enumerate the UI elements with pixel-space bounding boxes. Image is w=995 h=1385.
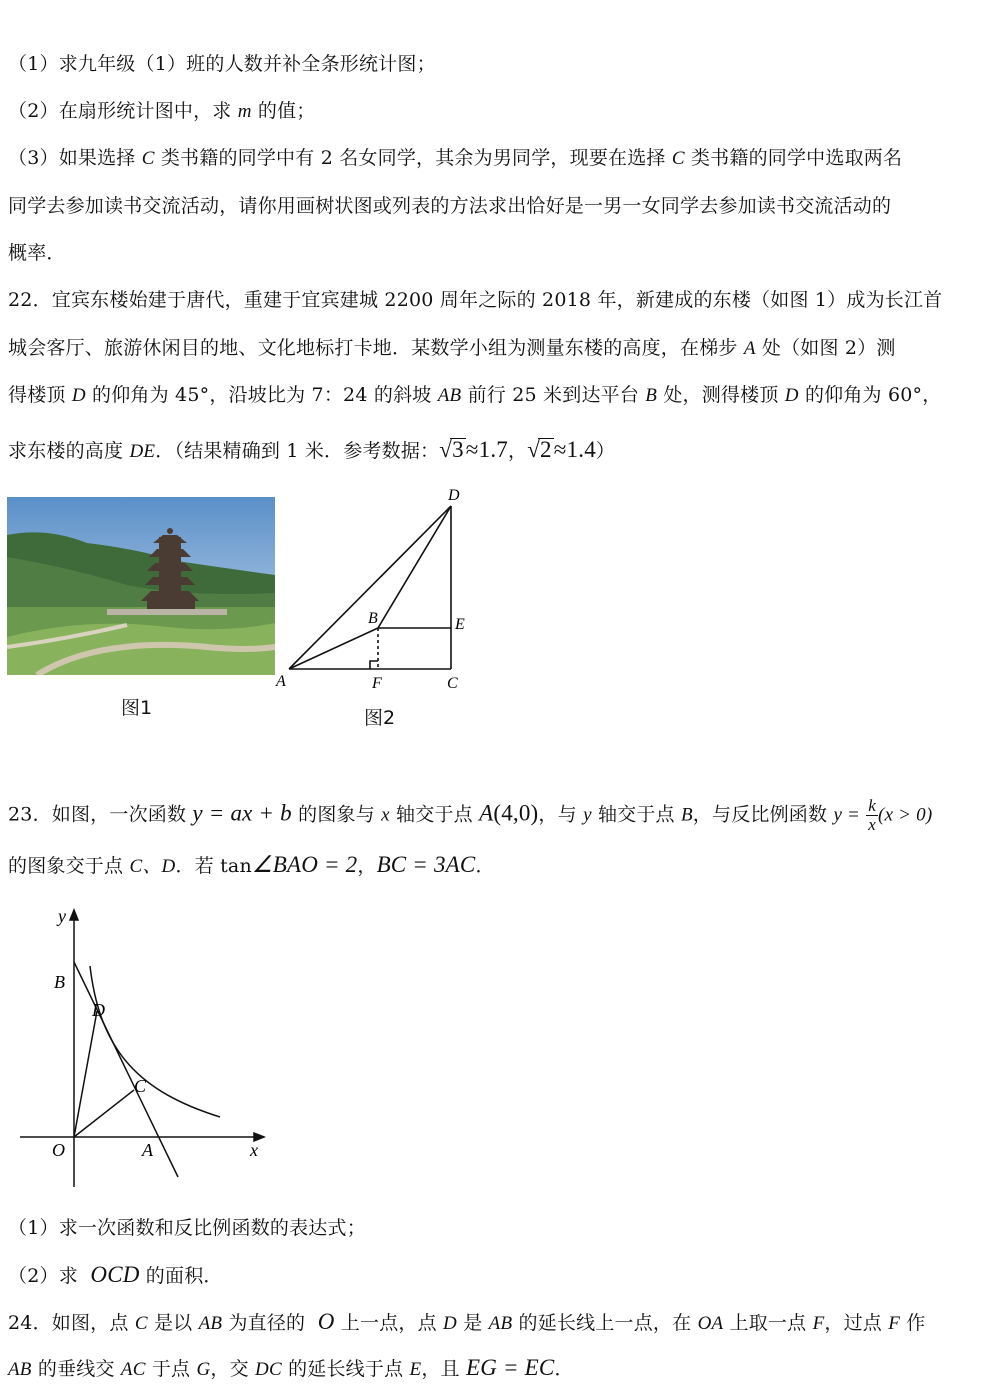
label-C: C [447, 675, 458, 692]
q24-line1: 24．如图，点 C 是以 AB 为直径的 O 上一点，点 D 是 AB 的延长线上一点，在 OA 上取一点 F，过点 F 作 [8, 1309, 926, 1334]
q23-line2: 的图象交于点 C、D．若 tan∠BAO = 2，BC = 3AC． [8, 852, 495, 877]
point-D-label: D [92, 1000, 105, 1020]
point-O-label: O [52, 1140, 65, 1160]
q23-line1: 23．如图，一次函数 y = ax + b 的图象与 x 轴交于点 A(4,0)，与 y 轴交于点 B，与反比例函数 y = $\frac{k}{x}$ (x > 0) [8, 796, 933, 834]
q22-line2: 城会客厅、旅游休闲目的地、文化地标打卡地．某数学小组为测量东楼的高度，在梯步 A 处（如图 2）测 [8, 337, 896, 359]
label-F: F [372, 675, 382, 692]
q21-part3-cont: 同学去参加读书交流活动，请你用画树状图或列表的方法求出恰好是一男一女同学去参加读书交流活动的 [8, 195, 892, 217]
q21-part2: （2）在扇形统计图中，求 m 的值； [8, 100, 316, 122]
q21-part3: （3）如果选择 C 类书籍的同学中有 2 名女同学，其余为男同学，现要在选择 C 类书籍的同学中选取两名 [8, 147, 903, 169]
label-E: E [455, 616, 465, 633]
q23-sub2: （2）求 OCD 的面积． [8, 1262, 223, 1287]
point-C-label: C [134, 1076, 147, 1096]
point-A-label: A [142, 1140, 153, 1160]
q22-line1: 22．宜宾东楼始建于唐代，重建于宜宾建城 2200 周年之际的 2018 年，新建成的东楼（如图 1）成为长江首 [8, 289, 943, 311]
q23-sub1: （1）求一次函数和反比例函数的表达式； [8, 1217, 366, 1239]
label-B: B [368, 610, 378, 627]
q21-part1: （1）求九年级（1）班的人数并补全条形统计图； [8, 53, 436, 75]
figure1-caption: 图1 [121, 697, 153, 719]
axis-y-label: y [58, 906, 66, 926]
figure2-caption: 图2 [364, 707, 396, 729]
q24-line2: AB 的垂线交 AC 于点 G，交 DC 的延长线于点 E，且 EG = EC． [8, 1355, 574, 1380]
q22-line4: 求东楼的高度 DE．（结果精确到 1 米．参考数据：√3≈1.7，√2≈1.4） [8, 437, 616, 462]
figure2-geometry [272, 482, 472, 694]
axis-x-label: x [250, 1140, 258, 1160]
east-tower-photo [7, 497, 275, 675]
label-A: A [276, 673, 286, 690]
q21-part3-end: 概率． [8, 242, 66, 264]
point-B-label: B [54, 972, 65, 992]
label-D: D [448, 487, 460, 504]
q23-function-graph [20, 902, 270, 1192]
q22-line3: 得楼顶 D 的仰角为 45°，沿坡比为 7：24 的斜坡 AB 前行 25 米到达平台 B 处，测得楼顶 D 的仰角为 60°， [8, 384, 942, 406]
